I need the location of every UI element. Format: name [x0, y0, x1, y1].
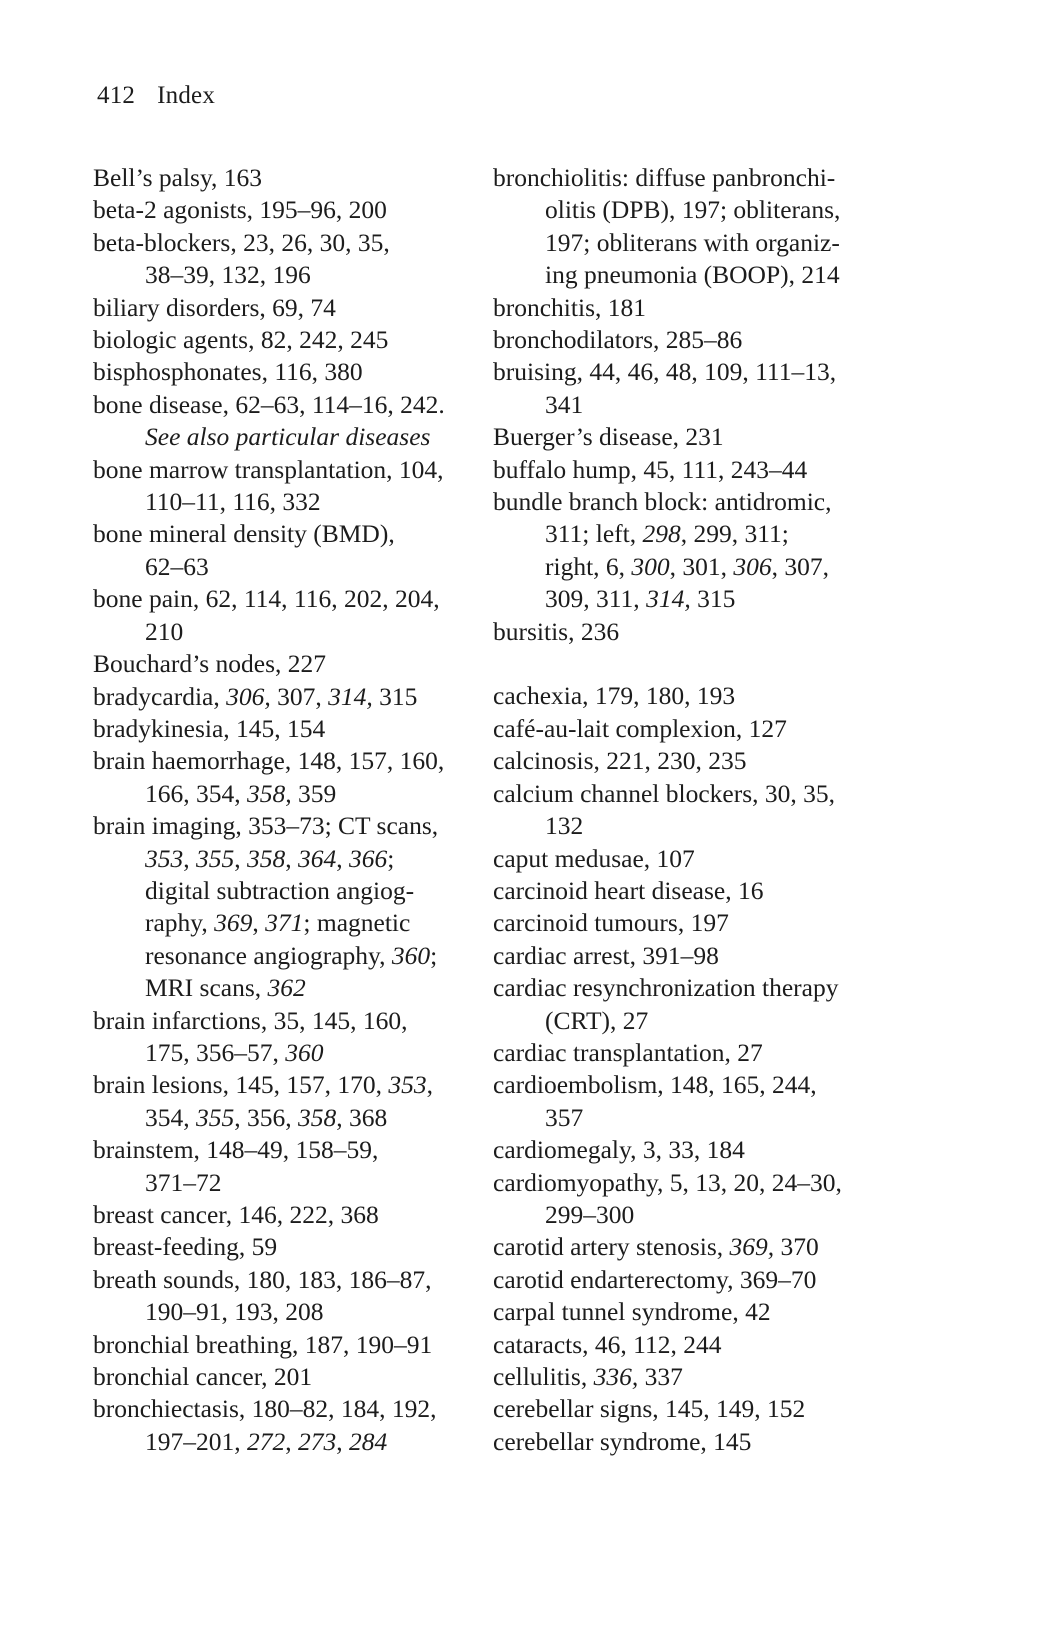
index-entry-continuation — [93, 907, 503, 939]
index-entry-line — [93, 389, 503, 421]
entry-text: bone mineral density (BMD), — [93, 519, 395, 549]
index-entry — [93, 713, 503, 745]
entry-text: brain imaging, 353–73; CT scans, — [93, 811, 439, 841]
italic-page-ref: 360 — [285, 1037, 324, 1067]
index-entry — [493, 1361, 893, 1393]
entry-text: breast-feeding, 59 — [93, 1232, 278, 1262]
index-entry — [493, 843, 893, 875]
running-head-title: Index — [157, 82, 216, 109]
entry-text: cardiac transplantation, 27 — [493, 1037, 763, 1067]
index-entry-continuation — [493, 1005, 893, 1037]
entry-text: carpal tunnel syndrome, 42 — [493, 1297, 771, 1327]
index-entry — [493, 1264, 893, 1296]
entry-text: , — [285, 1426, 298, 1456]
index-entry-line — [493, 1329, 893, 1361]
index-entry-line — [493, 778, 893, 810]
italic-page-ref: 358 — [298, 1102, 337, 1132]
italic-page-ref: 358, — [247, 778, 292, 808]
index-entry-line — [493, 1231, 893, 1263]
index-entry — [493, 324, 893, 356]
index-entry — [493, 1231, 893, 1263]
index-entry — [493, 907, 893, 939]
index-entry-line — [493, 875, 893, 907]
italic-page-ref: 272 — [247, 1426, 286, 1456]
index-entry-continuation — [493, 551, 893, 583]
entry-text: 354, — [145, 1102, 196, 1132]
index-entry-continuation — [493, 194, 893, 226]
index-entry — [493, 972, 893, 1037]
italic-page-ref: 362 — [267, 973, 306, 1003]
entry-text: 38–39, 132, 196 — [145, 260, 311, 290]
entry-text: carcinoid tumours, 197 — [493, 908, 729, 938]
italic-page-ref: 306 — [733, 551, 772, 581]
index-entry — [93, 454, 503, 519]
entry-text: 197; obliterans with organiz- — [545, 227, 840, 257]
index-entry-line — [93, 810, 503, 842]
index-entry — [93, 194, 503, 226]
index-entry — [93, 518, 503, 583]
entry-text: brainstem, 148–49, 158–59, — [93, 1135, 379, 1165]
entry-text: 210 — [145, 616, 184, 646]
index-entry-continuation — [493, 518, 893, 550]
entry-text: cardioembolism, 148, 165, 244, — [493, 1070, 817, 1100]
entry-text: bronchial breathing, 187, 190–91 — [93, 1329, 433, 1359]
entry-text: (CRT), 27 — [545, 1005, 649, 1035]
index-entry — [93, 583, 503, 648]
index-entry — [93, 292, 503, 324]
entry-text: 371–72 — [145, 1167, 222, 1197]
entry-text: 110–11, 116, 332 — [145, 487, 321, 517]
index-entry — [493, 1296, 893, 1328]
index-entry-line — [493, 1264, 893, 1296]
index-entry — [493, 421, 893, 453]
entry-text: bradycardia, — [93, 681, 227, 711]
index-entry — [93, 648, 503, 680]
entry-text: brain lesions, 145, 157, 170, — [93, 1070, 389, 1100]
italic-page-ref: 314, — [646, 584, 691, 614]
index-entry — [493, 745, 893, 777]
entry-text: bundle branch block: antidromic, — [493, 487, 832, 517]
index-entry-line — [493, 1037, 893, 1069]
index-entry — [93, 1329, 503, 1361]
entry-text: resonance angiography, — [145, 940, 392, 970]
entry-text: cardiac resynchronization therapy — [493, 973, 839, 1003]
entry-text: cataracts, 46, 112, 244 — [493, 1329, 722, 1359]
entry-text: bradykinesia, 145, 154 — [93, 713, 326, 743]
entry-text: right, 6, — [545, 551, 632, 581]
index-entry — [493, 292, 893, 324]
index-entry-line — [93, 1069, 503, 1101]
italic-page-ref: 371 — [265, 908, 304, 938]
entry-text: bone marrow transplantation, 104, — [93, 454, 444, 484]
entry-text: , — [234, 843, 247, 873]
index-entry-continuation — [93, 1426, 503, 1458]
entry-text: , 307, — [771, 551, 830, 581]
italic-page-ref: See also particular diseases — [145, 422, 431, 452]
index-entry-line — [493, 843, 893, 875]
entry-text: , 299, 311; — [680, 519, 789, 549]
entry-text: 309, 311, — [545, 584, 647, 614]
index-entry-line — [93, 356, 503, 388]
index-entry-line — [493, 745, 893, 777]
index-entry — [493, 713, 893, 745]
entry-text: buffalo hump, 45, 111, 243–44 — [493, 454, 808, 484]
index-entry-line — [93, 292, 503, 324]
entry-text: Buerger’s disease, 231 — [493, 422, 724, 452]
entry-text: breath sounds, 180, 183, 186–87, — [93, 1264, 432, 1294]
index-entry-continuation — [493, 259, 893, 291]
index-entry-continuation — [493, 583, 893, 615]
index-entry — [93, 324, 503, 356]
index-entry-line — [93, 227, 503, 259]
entry-text: biliary disorders, 69, 74 — [93, 292, 336, 322]
index-entry-line — [493, 1426, 893, 1458]
index-entry — [93, 1361, 503, 1393]
index-entry — [93, 1264, 503, 1329]
entry-text: 315 — [690, 584, 736, 614]
italic-page-ref: 298 — [642, 519, 681, 549]
index-entry — [93, 1199, 503, 1231]
index-entry-line — [93, 648, 503, 680]
entry-text: 307, — [270, 681, 329, 711]
index-entry — [93, 1134, 503, 1199]
italic-page-ref: 353 — [145, 843, 184, 873]
italic-page-ref: 364 — [298, 843, 337, 873]
entry-text: , 356, — [234, 1102, 298, 1132]
index-entry-line — [493, 292, 893, 324]
entry-text: ; — [387, 843, 395, 873]
index-entry-line — [493, 162, 893, 194]
index-entry — [493, 454, 893, 486]
entry-text: digital subtraction angiog- — [145, 875, 415, 905]
index-entry — [493, 875, 893, 907]
index-entry — [93, 810, 503, 1004]
index-entry — [493, 1426, 893, 1458]
index-entry-line — [493, 972, 893, 1004]
italic-page-ref: 284 — [349, 1426, 388, 1456]
index-entry — [493, 616, 893, 648]
entry-text: bronchial cancer, 201 — [93, 1362, 313, 1392]
entry-text: , — [426, 1070, 433, 1100]
index-entry-line — [493, 713, 893, 745]
entry-text: breast cancer, 146, 222, 368 — [93, 1200, 379, 1229]
entry-text: olitis (DPB), 197; obliterans, — [545, 195, 841, 225]
entry-text: bruising, 44, 46, 48, 109, 111–13, — [493, 357, 837, 387]
entry-text: bronchodilators, 285–86 — [493, 325, 743, 355]
index-entry-line — [493, 680, 893, 712]
italic-page-ref: 273 — [298, 1426, 337, 1456]
index-entry-line — [93, 713, 503, 745]
entry-text: brain infarctions, 35, 145, 160, — [93, 1005, 408, 1035]
entry-text: cerebellar signs, 145, 149, 152 — [493, 1394, 806, 1424]
index-entry-line — [493, 486, 893, 518]
index-entry-continuation — [93, 259, 503, 291]
entry-text: 132 — [545, 811, 584, 841]
index-entry-line — [493, 454, 893, 486]
index-entry-line — [493, 1393, 893, 1425]
index-entry — [493, 1134, 893, 1166]
entry-text: carotid endarterectomy, 369–70 — [493, 1264, 817, 1294]
italic-page-ref: 336, — [593, 1362, 639, 1392]
index-entry-continuation — [493, 810, 893, 842]
entry-text: 299–300 — [545, 1199, 635, 1229]
index-entry — [93, 1393, 503, 1458]
entry-text: bone pain, 62, 114, 116, 202, 204, — [93, 584, 440, 614]
entry-text: 315 — [372, 681, 418, 711]
italic-page-ref: 353 — [388, 1070, 427, 1100]
index-entry-line — [493, 1069, 893, 1101]
italic-page-ref: 369 — [214, 908, 253, 938]
index-entry — [493, 1167, 893, 1232]
index-entry-continuation — [493, 389, 893, 421]
italic-page-ref: 358 — [247, 843, 286, 873]
entry-text: caput medusae, 107 — [493, 843, 695, 873]
index-entry — [493, 940, 893, 972]
index-entry — [493, 1069, 893, 1134]
index-column-left — [93, 162, 503, 1458]
entry-text: , — [183, 843, 196, 873]
entry-text: ing pneumonia (BOOP), 214 — [545, 260, 840, 290]
italic-page-ref: 300 — [631, 551, 670, 581]
index-entry — [93, 1069, 503, 1134]
entry-text: Bouchard’s nodes, 227 — [93, 649, 327, 679]
index-entry — [93, 356, 503, 388]
index-entry-continuation — [93, 421, 503, 453]
entry-text: cardiomyopathy, 5, 13, 20, 24–30, — [493, 1167, 842, 1197]
entry-text: 337 — [638, 1362, 683, 1392]
entry-text: 357 — [545, 1102, 584, 1132]
index-entry-line — [93, 162, 503, 194]
entry-text: , — [252, 908, 266, 938]
index-entry-line — [93, 681, 503, 713]
page-number: 412 — [97, 82, 136, 109]
index-entry — [493, 1393, 893, 1425]
entry-text: cardiac arrest, 391–98 — [493, 940, 719, 970]
index-entry-line — [493, 356, 893, 388]
index-entry-line — [493, 421, 893, 453]
index-entry-line — [93, 1134, 503, 1166]
entry-text: beta-blockers, 23, 26, 30, 35, — [93, 227, 390, 257]
entry-text: bone disease, 62–63, 114–16, 242. — [93, 389, 445, 419]
index-entry — [93, 1005, 503, 1070]
entry-text: 166, 354, — [145, 778, 247, 808]
entry-text: cerebellar syndrome, 145 — [493, 1426, 752, 1456]
index-entry-line — [93, 1231, 503, 1263]
entry-text: cardiomegaly, 3, 33, 184 — [493, 1135, 745, 1165]
entry-text: café-au-lait complexion, 127 — [493, 713, 787, 743]
index-entry-continuation — [93, 843, 503, 875]
index-entry — [93, 681, 503, 713]
letter-group-gap — [493, 648, 893, 680]
entry-text: 190–91, 193, 208 — [145, 1297, 324, 1327]
entry-text: , — [285, 843, 298, 873]
entry-text: carotid artery stenosis, — [493, 1232, 730, 1262]
italic-page-ref: 355 — [196, 843, 235, 873]
index-entry-continuation — [93, 875, 503, 907]
index-entry — [93, 227, 503, 292]
italic-page-ref: 355 — [196, 1102, 235, 1132]
index-entry-line — [93, 745, 503, 777]
italic-page-ref: 360 — [391, 940, 431, 970]
index-entry-line — [493, 907, 893, 939]
entry-text: 311; left, — [545, 519, 643, 549]
index-entry — [493, 1329, 893, 1361]
italic-page-ref: 306, — [226, 681, 271, 711]
entry-text: bronchitis, 181 — [493, 292, 646, 322]
index-entry-line — [93, 454, 503, 486]
index-entry-line — [493, 1361, 893, 1393]
index-entry-continuation — [93, 486, 503, 518]
entry-text: bursitis, 236 — [493, 616, 620, 646]
entry-text: 62–63 — [145, 551, 209, 581]
index-entry-continuation — [93, 1037, 503, 1069]
entry-text: 197–201, — [145, 1426, 247, 1456]
entry-text: carcinoid heart disease, 16 — [493, 875, 764, 905]
entry-text: , 368 — [336, 1102, 388, 1132]
entry-text: ; magnetic — [303, 908, 411, 938]
entry-text: bisphosphonates, 116, 380 — [93, 357, 363, 387]
entry-text: 341 — [545, 389, 584, 419]
entry-text: 359 — [291, 778, 337, 808]
italic-page-ref: 369, — [729, 1232, 775, 1262]
entry-text: beta-2 agonists, 195–96, 200 — [93, 195, 387, 225]
index-entry — [493, 356, 893, 421]
entry-text: calcium channel blockers, 30, 35, — [493, 778, 836, 808]
index-entry-line — [93, 1393, 503, 1425]
index-entry — [493, 1037, 893, 1069]
index-entry — [493, 680, 893, 712]
entry-text: ; — [430, 940, 438, 970]
index-entry-continuation — [493, 227, 893, 259]
index-entry — [93, 745, 503, 810]
entry-text: brain haemorrhage, 148, 157, 160, — [93, 746, 445, 776]
index-entry-line — [493, 1296, 893, 1328]
index-entry — [93, 1231, 503, 1263]
index-entry-line — [493, 616, 893, 648]
index-entry-line — [493, 1167, 893, 1199]
entry-text: Bell’s palsy, 163 — [93, 163, 263, 192]
index-entry — [493, 162, 893, 292]
index-entry-line — [93, 583, 503, 615]
index-entry-continuation — [93, 616, 503, 648]
index-entry-line — [493, 324, 893, 356]
index-entry-continuation — [493, 1199, 893, 1231]
entry-text: calcinosis, 221, 230, 235 — [493, 746, 747, 776]
entry-text: 175, 356–57, — [145, 1037, 286, 1067]
index-entry — [493, 486, 893, 616]
entry-text: cellulitis, — [493, 1362, 594, 1392]
index-entry-continuation — [493, 1102, 893, 1134]
index-entry — [93, 162, 503, 194]
italic-page-ref: 314, — [328, 681, 373, 711]
entry-text: cachexia, 179, 180, 193 — [493, 681, 736, 711]
index-entry-line — [493, 1134, 893, 1166]
index-entry-continuation — [93, 972, 503, 1004]
index-entry — [93, 389, 503, 454]
index-entry-line — [93, 194, 503, 226]
index-entry-continuation — [93, 551, 503, 583]
entry-text: 370 — [774, 1232, 819, 1262]
index-entry-continuation — [93, 1167, 503, 1199]
italic-page-ref: 366 — [349, 843, 388, 873]
entry-text: raphy, — [145, 908, 215, 938]
index-entry-line — [93, 1264, 503, 1296]
entry-text: bronchiectasis, 180–82, 184, 192, — [93, 1394, 437, 1424]
entry-text: bronchiolitis: diffuse panbronchi- — [493, 163, 836, 192]
index-entry-continuation — [93, 940, 503, 972]
index-entry-line — [93, 1199, 503, 1231]
index-entry-line — [93, 1005, 503, 1037]
index-entry-line — [93, 518, 503, 550]
index-entry-line — [93, 324, 503, 356]
index-entry-line — [93, 1361, 503, 1393]
index-entry-continuation — [93, 1102, 503, 1134]
entry-text: , 301, — [669, 551, 734, 581]
index-entry-line — [493, 940, 893, 972]
entry-text: biologic agents, 82, 242, 245 — [93, 325, 389, 355]
index-entry-continuation — [93, 1296, 503, 1328]
index-column-right — [493, 162, 893, 1458]
entry-text: , — [336, 843, 349, 873]
entry-text: , — [336, 1426, 349, 1456]
index-entry — [493, 778, 893, 843]
index-entry-line — [93, 1329, 503, 1361]
running-head — [97, 82, 215, 110]
entry-text: MRI scans, — [145, 973, 268, 1003]
index-entry-continuation — [93, 778, 503, 810]
